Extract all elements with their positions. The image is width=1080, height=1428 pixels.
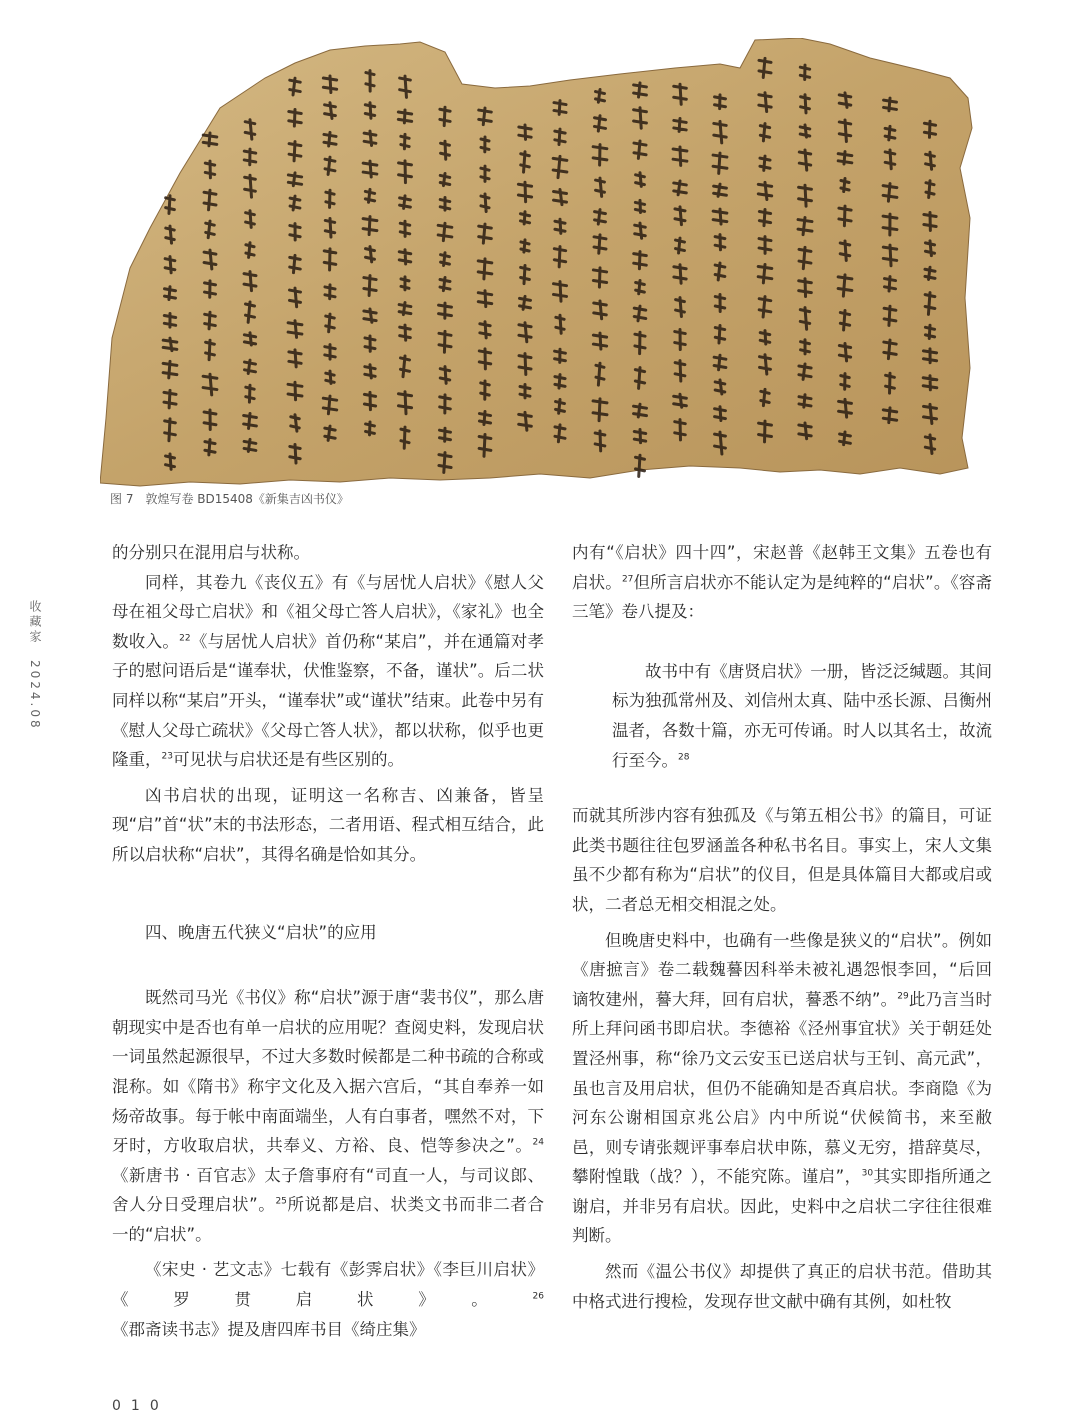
footnote-ref[interactable]: 27	[621, 574, 634, 585]
footnote-ref[interactable]: 23	[161, 751, 173, 762]
manuscript-figure	[100, 38, 980, 488]
footnote-ref[interactable]: 30	[861, 1168, 874, 1179]
paragraph: 既然司马光《书仪》称“启状”源于唐“裴书仪”，那么唐朝现实中是否也有单一启状的应用呢？查阅史料，发现启状一词虽然起源很早，不过大多数时候都是二种书疏的合称或混称。如《隋书》称宇文化及入据六宫后，“其自奉养一如炀帝故事。每于帐中南面端坐，人有白事者，嘿然不对，下牙时，方收取启状，共奉义、方裕、良、恺等参决之”。$^{24}$《新唐书 · 百官志》太子詹事府有“司直一人，与司议郎、舍人分日受理启状”。$^{25}$所说都是启、状类文书而非二者合一的“启状”。	[112, 988, 544, 1244]
footnote-ref[interactable]: 22	[179, 633, 191, 644]
paragraph: 然而《温公书仪》却提供了真正的启状书范。借助其中格式进行搜检，发现存世文献中确有其例，如杜牧	[572, 1262, 992, 1311]
section-heading: 四、晚唐五代狭义“启状”的应用	[145, 922, 377, 942]
manuscript-paper	[100, 38, 972, 486]
block-quote: 故书中有《唐贤启状》一册，皆泛泛缄题。其间标为独孤常州及、刘信州太真、陆中丞长源、吕衡州温者，各数十篇，亦无可传诵。时人以其名士，故流行至今。$^{28}$	[612, 661, 992, 770]
magazine-name: 收藏家	[28, 600, 42, 645]
paragraph: 同样，其卷九《丧仪五》有《与居忧人启状》《慰人父母在祖父母亡启状》和《祖父母亡答人启状》，《家礼》也全数收入。$^{22}$《与居忧人启状》首仍称“某启”，并在通篇对孝子的慰问语后是“谨奉状，伏惟鉴察，不备，谨状”。后二状同样以称“某启”开头，“谨奉状”或“谨状”结束。此卷中另有《慰人父母亡疏状》《父母亡答人状》，都以状称，似乎也更隆重，$^{23}$可见状与启状还是有些区别的。	[112, 572, 544, 770]
footnote-ref[interactable]: 25	[275, 1196, 287, 1207]
paragraph: 《宋史 · 艺文志》七载有《彭霁启状》《李巨川启状》《罗贯启状》。$^{26}$《郡斋读书志》提及唐四库书目《绮庄集》	[112, 1260, 544, 1339]
sidebar-label	[26, 600, 44, 730]
manuscript-image	[100, 38, 980, 488]
footnote-ref[interactable]: 26	[532, 1291, 544, 1302]
page-number: 010	[112, 1398, 169, 1414]
footnote-ref[interactable]: 28	[678, 752, 690, 763]
figure-caption: 图 7 敦煌写卷 BD15408《新集吉凶书仪》	[110, 492, 349, 506]
paragraph: 凶书启状的出现，证明这一名称吉、凶兼备，皆呈现“启”首“状”末的书法形态，二者用语、程式相互结合，此所以启状称“启状”，其得名确是恰如其分。	[112, 785, 544, 864]
right-column	[572, 538, 992, 1316]
footnote-ref[interactable]: 29	[897, 991, 909, 1002]
paragraph: 的分别只在混用启与状称。	[112, 543, 310, 562]
issue-number: 2024.08	[28, 659, 42, 731]
paragraph: 而就其所涉内容有独孤及《与第五相公书》的篇目，可证此类书题往往包罗涵盖各种私书名目。事实上，宋人文集虽不少都有称为“启状”的仪目，但是具体篇目大都或启或状，二者总无相交相混之处。	[572, 806, 992, 914]
footnote-ref[interactable]: 24	[532, 1137, 544, 1148]
paragraph: 但晚唐史料中，也确有一些像是狭义的“启状”。例如《唐摭言》卷二载魏謩因科举未被礼遇怨恨李回，“后回谪牧建州，謩大拜，回有启状，謩悉不纳”。$^{29}$此乃言当时所上拜问函书即启状。李德裕《泾州事宜状》关于朝廷处置泾州事，称“徐乃文云安玉已送启状与王钊、高元武”，虽也言及用启状，但仍不能确知是否真启状。李商隐《为河东公谢相国京兆公启》内中所说“伏候简书，来至敝邑，则专请张觌评事奉启状申陈，慕义无穷，措辞莫尽，攀附惶戢（战？），不能究陈。谨启”，$^{30}$其实即指所通之谢启，并非另有启状。因此，史料中之启状二字往往很难判断。	[572, 930, 993, 1246]
left-column	[112, 538, 544, 1344]
paragraph: 内有“《启状》四十四”，宋赵普《赵韩王文集》五卷也有启状。$^{27}$但所言启状亦不能认定为是纯粹的“启状”。《容斋三笔》卷八提及：	[572, 543, 992, 622]
